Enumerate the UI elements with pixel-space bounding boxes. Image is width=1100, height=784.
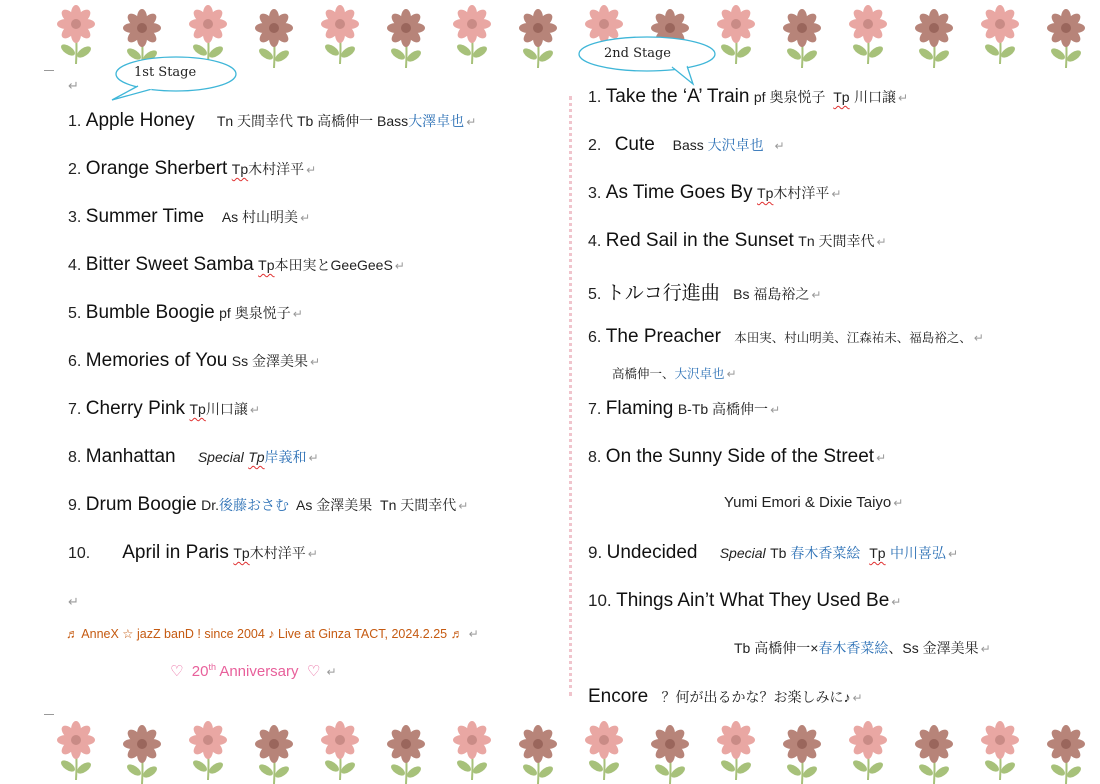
song-number: 7. — [588, 401, 602, 418]
margin-mark-top — [44, 70, 54, 71]
song-title: Memories of You — [85, 350, 228, 371]
stage1-song-6 — [68, 350, 320, 372]
performer-highlight: 大沢卓也 — [707, 137, 764, 153]
flower-decoration — [846, 718, 890, 782]
song-number: 2. — [68, 161, 82, 178]
return-mark: ↵ — [68, 78, 79, 93]
stage2-song-8 — [588, 446, 886, 468]
performers: Tb 高橋伸一× — [734, 640, 819, 656]
song-number: 5. — [68, 305, 82, 322]
anniversary-number: ♡ 20 — [170, 663, 209, 680]
performers: 本田実とGeeGeeS — [274, 257, 393, 273]
song-title: As Time Goes By — [605, 182, 753, 203]
flower-decoration — [978, 2, 1022, 66]
footer-event-text: ♬ AnneX ☆ jazZ banD ! since 2004 ♪ Live at Ginza TACT, 2024.2.25 ♬ — [66, 627, 464, 641]
song-title: Things Ain’t What They Used Be — [616, 590, 890, 611]
performers: 木村洋平 — [249, 545, 306, 561]
stage2-song-8-line2 — [724, 494, 903, 511]
song-number: 9. — [68, 497, 82, 514]
anniversary-text: Anniversary ♡ — [215, 663, 321, 680]
song-title: Cherry Pink — [85, 398, 186, 419]
encore-text: ？何が出るかな？お楽しみに♪ — [661, 689, 851, 705]
stage2-label: 2nd Stage — [604, 46, 671, 61]
song-title: トルコ行進曲 — [605, 283, 720, 304]
performer-highlight: 大澤卓也 — [408, 113, 465, 129]
return-mark: ↵ — [876, 451, 887, 465]
flower-decoration — [714, 718, 758, 782]
performer-highlight: 後藤おさむ — [219, 497, 290, 513]
return-mark: ↵ — [249, 403, 260, 417]
stage1-song-4 — [68, 254, 405, 276]
song-number: 9. — [588, 543, 603, 562]
encore-line — [588, 686, 863, 708]
song-number: 1. — [68, 113, 82, 130]
performers: 木村洋平 — [248, 161, 305, 177]
stage1-song-8 — [68, 446, 319, 468]
return-mark: ↵ — [774, 139, 785, 153]
performers: Yumi Emori & Dixie Taiyo — [724, 494, 892, 511]
flower-decoration — [516, 6, 560, 70]
song-number: 6. — [588, 329, 602, 346]
return-mark: ↵ — [726, 367, 737, 381]
performers: 木村洋平 — [773, 185, 830, 201]
stage2-song-10 — [588, 590, 901, 612]
stage2-song-5 — [588, 278, 821, 305]
return-mark: ↵ — [893, 496, 904, 510]
flower-decoration — [1044, 722, 1088, 784]
instrument-tp: Tp — [833, 89, 850, 105]
performers: Tb — [770, 545, 791, 561]
flower-decoration — [384, 722, 428, 784]
song-title: Cute — [614, 134, 655, 155]
stage1-song-5 — [68, 302, 303, 324]
performers: pf 奥泉悦子 — [219, 305, 291, 321]
stage2-song-9 — [588, 542, 958, 564]
return-mark: ↵ — [852, 691, 863, 705]
return-mark: ↵ — [326, 665, 337, 679]
song-number: 10. — [68, 545, 91, 562]
return-mark: ↵ — [980, 642, 991, 656]
song-title: Bitter Sweet Samba — [85, 254, 254, 275]
performers: 本田実、村山明美、江森祐未、福島裕之、 — [734, 331, 972, 345]
performer-highlight: 春木香菜絵 — [790, 545, 861, 561]
flower-decoration — [186, 718, 230, 782]
stage1-song-9 — [68, 494, 468, 516]
stage2-song-1 — [588, 86, 908, 108]
song-title: Undecided — [606, 542, 698, 563]
song-title: Summer Time — [85, 206, 205, 227]
special-label: Special — [197, 449, 244, 465]
flower-decoration — [846, 2, 890, 66]
instrument-tp: Tp — [231, 161, 249, 177]
return-mark: ↵ — [770, 403, 781, 417]
flower-decoration — [120, 722, 164, 784]
song-title: On the Sunny Side of the Street — [605, 446, 875, 467]
song-number: 3. — [588, 185, 602, 202]
song-number: 4. — [68, 257, 82, 274]
performers: 川口譲 — [205, 401, 248, 417]
performer-highlight: 春木香菜絵 — [818, 640, 889, 656]
performers: As 村山明美 — [221, 209, 299, 225]
song-title: Flaming — [605, 398, 674, 419]
performers: Ss 金澤美果 — [231, 353, 309, 369]
flower-decoration — [450, 718, 494, 782]
return-mark: ↵ — [292, 307, 303, 321]
song-title: Drum Boogie — [85, 494, 197, 515]
performers: 高橋伸一、 — [612, 367, 675, 381]
flower-decoration — [384, 6, 428, 70]
performers: pf 奥泉悦子 — [753, 89, 834, 105]
return-mark: ↵ — [307, 547, 318, 561]
return-mark: ↵ — [68, 594, 79, 609]
performer-highlight: 大沢卓也 — [674, 367, 725, 381]
return-mark: ↵ — [468, 627, 479, 641]
return-mark: ↵ — [300, 211, 311, 225]
flower-decoration — [582, 718, 626, 782]
anniversary-suffix: th — [208, 662, 216, 672]
flower-decoration — [780, 6, 824, 70]
return-mark: ↵ — [306, 163, 317, 177]
song-number: 3. — [68, 209, 82, 226]
return-mark: ↵ — [948, 547, 959, 561]
stage1-speech-bubble — [108, 54, 240, 109]
performer-highlight: 岸義和 — [264, 449, 307, 465]
stage2-song-7 — [588, 398, 780, 420]
margin-mark-bottom — [44, 714, 54, 715]
flower-decoration — [54, 718, 98, 782]
stage1-song-10 — [68, 542, 318, 564]
song-title: April in Paris — [122, 542, 229, 563]
flower-decoration — [780, 722, 824, 784]
stage1-song-3 — [68, 206, 310, 228]
flower-decoration — [318, 2, 362, 66]
song-title: Orange Sherbert — [85, 158, 228, 179]
song-title: Bumble Boogie — [85, 302, 215, 323]
stage1-label: 1st Stage — [134, 65, 197, 80]
song-number: 6. — [68, 353, 82, 370]
song-number: 1. — [588, 89, 602, 106]
encore-label: Encore — [588, 686, 649, 707]
stage2-song-10-line2 — [734, 638, 991, 658]
stage2-song-4 — [588, 230, 887, 252]
song-title: The Preacher — [605, 326, 721, 347]
instrument-tp: Tp — [757, 185, 774, 201]
flower-decoration — [450, 2, 494, 66]
performers: 川口譲 — [854, 89, 897, 105]
stage2-song-3 — [588, 182, 841, 204]
song-number: 7. — [68, 401, 82, 418]
stage2-speech-bubble — [577, 36, 722, 91]
stage1-song-2 — [68, 158, 316, 180]
performers: Bs 福島裕之 — [733, 286, 810, 302]
flower-decoration — [54, 2, 98, 66]
return-mark: ↵ — [898, 91, 909, 105]
performers: 、Ss 金澤美果 — [888, 640, 979, 656]
song-number: 5. — [588, 286, 602, 303]
stage2-song-2 — [588, 134, 785, 156]
return-mark: ↵ — [831, 187, 842, 201]
instrument-dr: Dr. — [201, 497, 220, 513]
song-title: Take the ‘A’ Train — [605, 86, 750, 107]
performers: Bass — [672, 137, 708, 153]
flower-decoration — [1044, 6, 1088, 70]
return-mark: ↵ — [466, 115, 477, 129]
return-mark: ↵ — [394, 259, 405, 273]
footer-anniversary-line — [170, 662, 337, 680]
instrument-tp: Tp — [189, 401, 206, 417]
special-label: Special — [719, 545, 766, 561]
flower-decoration — [252, 6, 296, 70]
song-title: Red Sail in the Sunset — [605, 230, 794, 251]
song-number: 8. — [588, 449, 602, 466]
return-mark: ↵ — [308, 451, 319, 465]
flower-decoration — [978, 718, 1022, 782]
flower-decoration — [252, 722, 296, 784]
song-number: 8. — [68, 449, 82, 466]
return-mark: ↵ — [891, 595, 902, 609]
instrument-tp: Tp — [233, 545, 250, 561]
return-mark: ↵ — [811, 288, 822, 302]
instrument-tp: Tp — [869, 545, 886, 561]
performer-highlight: 中川喜弘 — [890, 545, 947, 561]
stage2-song-6 — [588, 326, 984, 348]
stage1-song-1 — [68, 110, 476, 132]
flower-border-bottom — [0, 718, 1100, 784]
performers: As 金澤美果 Tn 天間幸代 — [289, 497, 457, 513]
song-number: 2. — [588, 137, 602, 154]
song-title: Apple Honey — [85, 110, 195, 131]
column-divider — [569, 96, 572, 696]
stage2-song-6-line2 — [612, 364, 737, 382]
performers: Tn 天間幸代 — [798, 233, 875, 249]
return-mark: ↵ — [876, 235, 887, 249]
performers: Tn 天間幸代 Tb 高橋伸一 Bass — [216, 113, 409, 129]
song-title: Manhattan — [85, 446, 176, 467]
flower-decoration — [516, 722, 560, 784]
flower-decoration — [648, 722, 692, 784]
flower-decoration — [912, 722, 956, 784]
song-number: 4. — [588, 233, 602, 250]
footer-event-line — [66, 626, 479, 641]
return-mark: ↵ — [310, 355, 321, 369]
instrument-tp: Tp — [248, 449, 265, 465]
performers: B-Tb 高橋伸一 — [677, 401, 769, 417]
stage1-song-7 — [68, 398, 260, 420]
return-mark: ↵ — [973, 331, 984, 345]
song-number: 10. — [588, 591, 612, 610]
instrument-tp: Tp — [258, 257, 275, 273]
return-mark: ↵ — [458, 499, 469, 513]
flower-decoration — [318, 718, 362, 782]
flower-decoration — [912, 6, 956, 70]
